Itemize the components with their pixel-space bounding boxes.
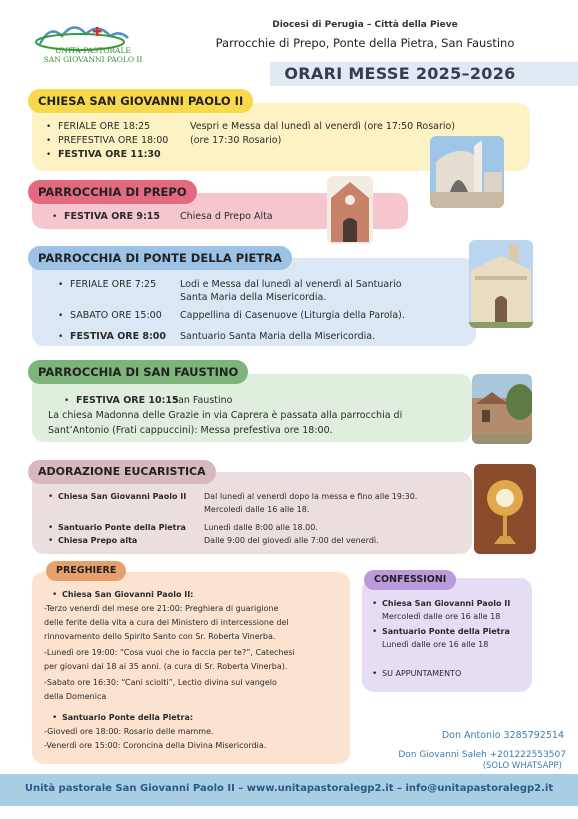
adorazione-sgp-label: Chiesa San Giovanni Paolo II	[58, 492, 187, 501]
church-photo-faustino	[472, 374, 532, 444]
bullet-dot-icon: •	[52, 212, 58, 222]
prayers-line-9: -Venerdì ore 15:00: Coroncina della Divina Misericordia.	[44, 741, 267, 750]
parishes-heading: Parrocchie di Prepo, Ponte della Pietra, San Faustino	[215, 36, 515, 50]
bullet-dot-icon: •	[64, 396, 70, 406]
bullet-dot-icon: •	[372, 627, 378, 637]
section-sgp-title: CHIESA SAN GIOVANNI PAOLO II	[28, 89, 253, 113]
faustino-note-2: Sant’Antonio (Frati cappuccini): Messa prefestiva ore 18:00.	[48, 425, 333, 436]
bullet-dot-icon: •	[58, 311, 64, 321]
section-prepo-title: PARROCCHIA DI PREPO	[28, 180, 197, 204]
prayers-line-3: rinnovamento dello Spirito Santo con Sr. Roberta Vinerba.	[44, 632, 276, 641]
prayers-line-6: -Sabato ore 16:30: “Cani sciolti”, Lectio divina sul vangelo	[44, 678, 277, 687]
church-photo-sgp	[430, 136, 504, 208]
confessions-sgp-label: Chiesa San Giovanni Paolo II	[382, 599, 511, 608]
ponte-sabato-label: SABATO ORE 15:00	[70, 310, 162, 321]
prayers-line-4: -Lunedì ore 19:00: “Cosa vuoi che io faccia per te?”, Catechesi	[44, 648, 295, 657]
confessions-ponte-time: Lunedì dalle ore 16 alle 18	[382, 640, 489, 649]
prayers-line-1: -Terzo venerdì del mese ore 21:00: Preghiera di guarigione	[44, 604, 279, 613]
prayers-line-2: delle ferite della vita a cura del Ministero di intercessione del	[44, 618, 289, 627]
bullet-dot-icon: •	[372, 669, 378, 679]
prayers-sgp-heading: Chiesa San Giovanni Paolo II:	[62, 590, 194, 599]
logo-text	[38, 46, 148, 64]
logo-line1: UNITÀ PASTORALE	[55, 46, 131, 55]
confessions-title: CONFESSIONI	[364, 570, 456, 590]
bullet-dot-icon: •	[52, 713, 58, 723]
section-faustino-title: PARROCCHIA DI SAN FAUSTINO	[28, 360, 248, 384]
bullet-dot-icon: •	[52, 590, 58, 600]
prayers-line-5: per giovani dai 18 ai 35 anni. (a cura di Sr. Roberta Vinerba).	[44, 662, 288, 671]
sgp-festiva-label: FESTIVA ORE 11:30	[58, 149, 161, 160]
prayers-line-7: della Domenica	[44, 692, 107, 701]
ponte-festiva-label: FESTIVA ORE 8:00	[70, 331, 167, 342]
bullet-dot-icon: •	[48, 536, 54, 546]
diocese-label: Diocesi di Perugia – Città della Pieve	[272, 20, 458, 30]
bullet-dot-icon: •	[372, 599, 378, 609]
bullet-dot-icon: •	[58, 332, 64, 342]
prayers-ponte-heading: Santuario Ponte della Pietra:	[62, 713, 194, 722]
confessions-sgp-time: Mercoledì dalle ore 16 alle 18	[382, 612, 501, 621]
church-photo-ponte	[469, 240, 533, 328]
faustino-note-1: La chiesa Madonna delle Grazie in via Caprera è passata alla parrocchia di	[48, 410, 403, 421]
page-title: ORARI MESSE 2025–2026	[284, 64, 516, 83]
prepo-festiva-desc: Chiesa d Prepo Alta	[180, 211, 273, 222]
adorazione-prepo-label: Chiesa Prepo alta	[58, 536, 138, 545]
adorazione-ponte-desc: Lunedì dalle 8:00 alle 18.00.	[204, 523, 318, 532]
prayers-title: PREGHIERE	[46, 561, 126, 581]
ponte-feriale-label: FERIALE ORE 7:25	[70, 279, 157, 290]
adorazione-sgp-desc: Dal lunedì al venerdì dopo la messa e fino alle 19:30.	[204, 492, 418, 501]
section-ponte-title: PARROCCHIA DI PONTE DELLA PIETRA	[28, 246, 292, 270]
sgp-prefestiva-desc: (ore 17:30 Rosario)	[190, 135, 282, 146]
bullet-dot-icon: •	[58, 280, 64, 290]
monstrance-photo	[474, 464, 536, 554]
bullet-dot-icon: •	[48, 492, 54, 502]
adorazione-sgp-desc2: Mercoledì dalle 16 alle 18.	[204, 505, 310, 514]
faustino-festiva-label: FESTIVA ORE 10:15	[76, 395, 179, 406]
bullet-dot-icon: •	[46, 150, 52, 160]
adorazione-ponte-label: Santuario Ponte della Pietra	[58, 523, 186, 532]
ponte-sabato-desc: Cappellina di Casenuove (Liturgia della Parola).	[180, 310, 405, 321]
prayers-line-8: -Giovedì ore 18:00: Rosario delle mamme.	[44, 727, 214, 736]
section-adorazione-title: ADORAZIONE EUCARISTICA	[28, 460, 216, 484]
ponte-festiva-desc: Santuario Santa Maria della Misericordia.	[180, 331, 376, 342]
confessions-ponte-label: Santuario Ponte della Pietra	[382, 627, 510, 636]
confessions-appointment: SU APPUNTAMENTO	[382, 669, 462, 678]
bullet-dot-icon: •	[46, 136, 52, 146]
contact-whatsapp-note: (SOLO WHATSAPP)	[482, 761, 562, 771]
faustino-festiva-desc: San Faustino	[172, 395, 233, 406]
logo-line2: SAN GIOVANNI PAOLO II	[43, 55, 143, 64]
ponte-feriale-desc2: Santa Maria della Misericordia.	[180, 292, 327, 303]
contact-don-antonio: Don Antonio 3285792514	[441, 730, 564, 741]
bullet-dot-icon: •	[48, 523, 54, 533]
sgp-feriale-desc: Vespri e Messa dal lunedì al venerdì (ore 17:50 Rosario)	[190, 121, 456, 132]
bullet-dot-icon: •	[46, 122, 52, 132]
sgp-prefestiva-label: PREFESTIVA ORE 18:00	[58, 135, 169, 146]
contact-don-giovanni: Don Giovanni Saleh +201222553507	[398, 750, 566, 760]
sgp-feriale-label: FERIALE ORE 18:25	[58, 121, 151, 132]
ponte-feriale-desc: Lodi e Messa dal lunedì al venerdì al Santuario	[180, 279, 402, 290]
footer-text: Unità pastorale San Giovanni Paolo II – www.unitapastoralegp2.it – info@unitapastoralegp2.it	[24, 783, 554, 794]
adorazione-prepo-desc: Dalle 9:00 del giovedì alle 7:00 del venerdì.	[204, 536, 379, 545]
church-photo-prepo	[327, 176, 373, 244]
prepo-festiva-label: FESTIVA ORE 9:15	[64, 211, 161, 222]
